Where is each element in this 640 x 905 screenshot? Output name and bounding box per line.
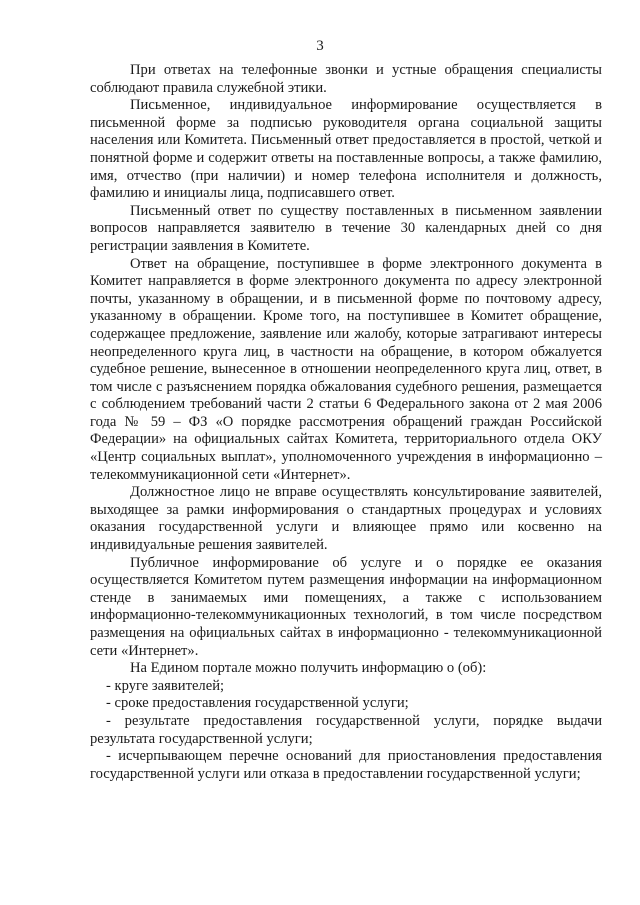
paragraph-official-limits: Должностное лицо не вправе осуществлять консультирование заявителей, выходящее за рамки информирования о стандартных процедурах и условиях оказания государственной услуги и влияющее прямо или косвенно на индивидуальные решения заявителей. bbox=[90, 484, 602, 554]
paragraph-written-response-term: Письменный ответ по существу поставленных в письменном заявлении вопросов направляется заявителю в течение 30 календарных дней со дня регистрации заявления в Комитете. bbox=[90, 202, 602, 254]
paragraph-written-informing: Письменное, индивидуальное информирование осуществляется в письменной форме за подписью руководителя органа социальной защиты населения или Комитета. Письменный ответ предоставляется в простой, четкой и понятной форме и содержит ответы на поставленные вопросы, а также фамилию, имя, отчество (при наличии) и номер телефона исполнителя и должность, фамилию и инициалы лица, подписавшего ответ. bbox=[90, 97, 602, 202]
list-item-refusal-grounds: - исчерпывающем перечне оснований для приостановления предоставления государственной услуги или отказа в предоставлении государственной услуги; bbox=[90, 748, 602, 782]
page-number: 3 bbox=[316, 38, 324, 54]
list-item-service-term: - сроке предоставления государственной услуги; bbox=[106, 695, 409, 712]
document-body bbox=[90, 62, 602, 783]
paragraph-public-informing: Публичное информирование об услуге и о порядке ее оказания осуществляется Комитетом путем размещения информации на информационном стенде в занимаемых ими помещениях, а также с использованием информационно-телекоммуникационных технологий, в том числе посредством размещения на официальных сайтах в информационно - телекоммуникационной сети «Интернет». bbox=[90, 554, 602, 659]
paragraph-phone-etiquette: При ответах на телефонные звонки и устные обращения специалисты соблюдают правила служебной этики. bbox=[90, 62, 602, 96]
list-item-applicants: - круге заявителей; bbox=[106, 677, 225, 694]
list-item-service-result: - результате предоставления государственной услуги, порядке выдачи результата государственной услуги; bbox=[90, 712, 602, 747]
paragraph-unified-portal: На Едином портале можно получить информацию о (об): bbox=[130, 660, 487, 677]
paragraph-electronic-response: Ответ на обращение, поступившее в форме электронного документа в Комитет направляется в форме электронного документа по адресу электронной почты, указанному в обращении, и в письменной форме по почтовому адресу, указанному в обращении. Кроме того, на поступившее в Комитет обращение, содержащее предложение, заявление или жалобу, которые затрагивают интересы неопределенного круга лиц, в частности на обращение, в котором обжалуется судебное решение, вынесенное в отношении неопределенного круга лиц, ответ, в том числе с разъяснением порядка обжалования судебного решения, размещается с соблюдением требований части 2 статьи 6 Федерального закона от 2 мая 2006 года № 59 – ФЗ «О порядке рассмотрения обращений граждан Российской Федерации» на официальных сайтах Комитета, территориального отдела ОКУ «Центр социальных выплат», уполномоченного учреждения в информационно – телекоммуникационной сети «Интернет». bbox=[90, 255, 602, 483]
